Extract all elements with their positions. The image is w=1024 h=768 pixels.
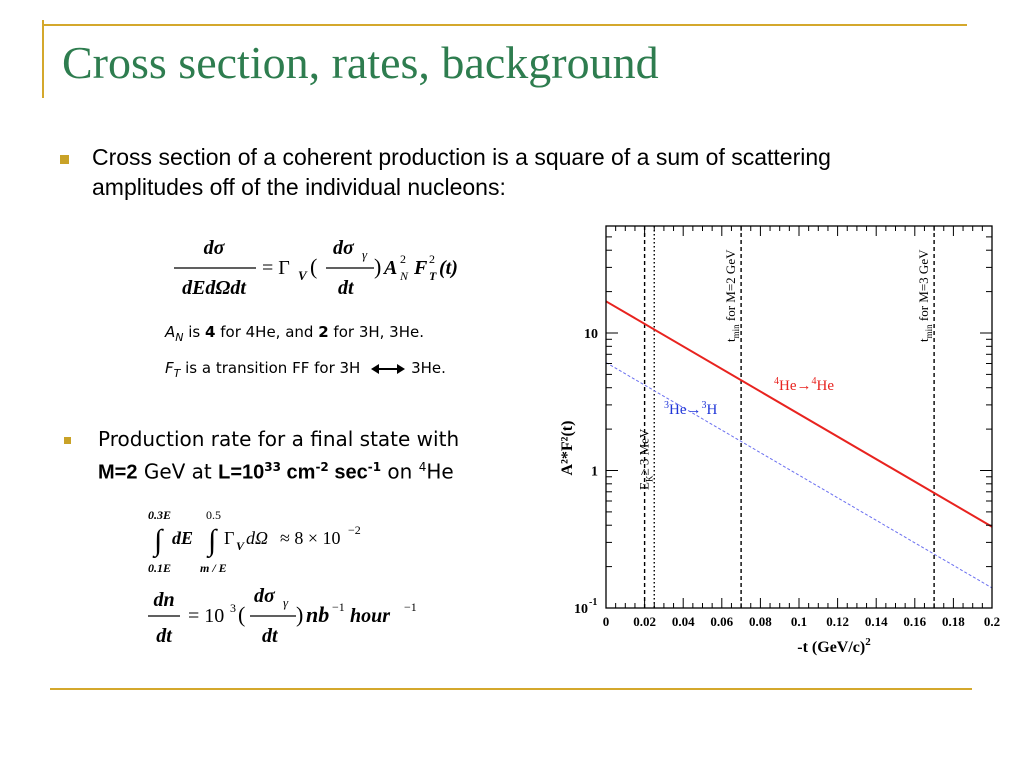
tmin-label: $t_{min}$ for M=3 GeV (916, 249, 935, 342)
note-an-sym: A (165, 323, 176, 341)
eq1-A-sub: N (400, 269, 409, 283)
bullet-marker-2 (64, 437, 71, 444)
eq3-inner-den: dt (262, 625, 278, 647)
eq3-nb-exp: −1 (332, 600, 345, 614)
note-ft-sym: F (165, 359, 174, 377)
b2-cm-exp: -2 (315, 460, 329, 474)
x-tick-label: 0.08 (749, 614, 772, 629)
eq2-int2-tail: dΩ (246, 528, 269, 548)
bullet-marker-1 (60, 155, 69, 164)
eq3-inner-num: dσ (254, 585, 275, 607)
note-an-sub: N (175, 331, 184, 344)
y-tick-label-exp: -1 (589, 597, 598, 608)
x-tick-label: 0.04 (671, 614, 695, 629)
form-factor-chart (552, 218, 1008, 662)
x-tick-label: 0.06 (710, 614, 734, 629)
eq2-int2-sub: V (236, 539, 245, 553)
ek-threshold-label: $E_K\ge 3$ MeV (636, 428, 655, 490)
x-tick-label: 0.12 (826, 614, 849, 629)
eq2-int2-up: 0.5 (206, 508, 221, 522)
series-label-he3: $^3$He→$^3$H (664, 400, 718, 418)
equation-cross-section (168, 232, 488, 304)
b2-he: He (426, 459, 454, 484)
equation-rate (146, 584, 446, 654)
note-an-b1: 4 (205, 323, 216, 341)
bullet-1-text: Cross section of a coherent production is a square of a sum of scattering amplitudes off of the individual nucleons: (92, 144, 831, 200)
note-an-t1: is (183, 323, 206, 341)
x-tick-label: 0.16 (903, 614, 927, 629)
b2-l: L=10 (218, 461, 265, 484)
eq3-nb: nb (306, 602, 330, 627)
b2-cm: cm (280, 461, 316, 484)
eq3-hour: hour (350, 605, 391, 627)
eq1-lp: ( (310, 254, 318, 279)
bullet-2-line-2 (98, 453, 454, 487)
y-tick-label: 10 (584, 326, 598, 342)
eq1-rp: ) (374, 254, 382, 279)
eq2-int2-sign: ∫ (208, 524, 217, 557)
eq3-inner-sub: γ (283, 595, 289, 610)
eq3-lp: ( (238, 602, 246, 627)
note-an (165, 323, 424, 344)
eq2-approx-exp: −2 (348, 523, 361, 537)
series-label-he4: $^4$He→$^4$He (774, 376, 834, 394)
eq1-t-arg: (t) (439, 257, 458, 279)
title-top-rule (42, 24, 967, 26)
eq1-F-sup: 2 (429, 252, 435, 266)
eq3-rp: ) (296, 602, 304, 627)
eq1-F: F (414, 257, 428, 279)
b2-l-exp: 33 (264, 460, 281, 474)
note-ft-t1: is a transition FF for 3H (180, 359, 361, 377)
eq3-eq: = 10 (188, 605, 225, 627)
note-ft-sub: T (173, 367, 181, 380)
note-an-b2: 2 (318, 323, 329, 341)
note-ft (165, 359, 446, 380)
title-left-rule (42, 20, 44, 98)
eq1-inner-sub: γ (362, 247, 368, 262)
eq1-eq: = Γ (262, 257, 290, 279)
x-tick-label: 0.18 (942, 614, 965, 629)
eq3-num: dn (153, 589, 175, 611)
eq1-F-sub: T (429, 269, 437, 283)
eq3-hour-exp: −1 (404, 600, 417, 614)
b2-sec: sec (328, 461, 368, 484)
eq1-inner-num: dσ (333, 237, 354, 259)
y-axis-title: A²*F²(t) (559, 420, 576, 476)
eq2-approx: ≈ 8 × 10 (280, 528, 341, 548)
x-tick-label: 0.14 (864, 614, 888, 629)
eq3-den: dt (156, 625, 172, 647)
eq2-int2-lo: m / E (200, 561, 227, 575)
eq2-int1-body: dE (172, 528, 194, 548)
chart-background (552, 218, 1008, 662)
y-tick-label: 1 (591, 464, 598, 480)
eq1-num: dσ (203, 237, 225, 259)
b2-gev: GeV at (137, 459, 219, 484)
note-an-t3: for 3H, 3He. (328, 323, 424, 341)
note-an-t2: for 4He, and (215, 323, 319, 341)
eq1-A-sup: 2 (400, 252, 406, 266)
bullet-2-line-1: Production rate for a final state with (98, 427, 460, 451)
eq2-int2-body: Γ (224, 528, 235, 548)
x-axis-title: -t $(GeV/c)^2$ (797, 636, 871, 656)
b2-m: M=2 (98, 461, 138, 484)
eq2-int1-lo: 0.1E (148, 561, 172, 575)
x-tick-label: 0.2 (983, 614, 1001, 629)
tmin-label: $t_{min}$ for M=2 GeV (723, 249, 742, 342)
note-ft-t2: 3He. (411, 359, 446, 377)
eq2-int1-sign: ∫ (154, 524, 163, 557)
eq1-gamma-sub: V (298, 268, 307, 283)
equation-integral (140, 506, 380, 578)
eq2-int1-up: 0.3E (148, 508, 172, 522)
x-tick-label: 0 (602, 614, 610, 629)
double-arrow-icon (371, 363, 405, 375)
b2-sec-exp: -1 (367, 460, 382, 474)
x-tick-label: 0.02 (633, 614, 656, 629)
slide-title: Cross section, rates, background (62, 37, 659, 88)
footer-rule (50, 688, 972, 690)
eq1-den: dEdΩdt (182, 277, 246, 299)
y-tick-label: 10 (574, 602, 588, 617)
b2-on: on (381, 459, 419, 484)
eq1-inner-den: dt (338, 277, 354, 299)
b2-he-exp: 4 (418, 460, 427, 474)
eq1-A: A (384, 257, 398, 279)
eq3-eq-exp: 3 (230, 601, 236, 615)
x-tick-label: 0.1 (790, 614, 808, 629)
